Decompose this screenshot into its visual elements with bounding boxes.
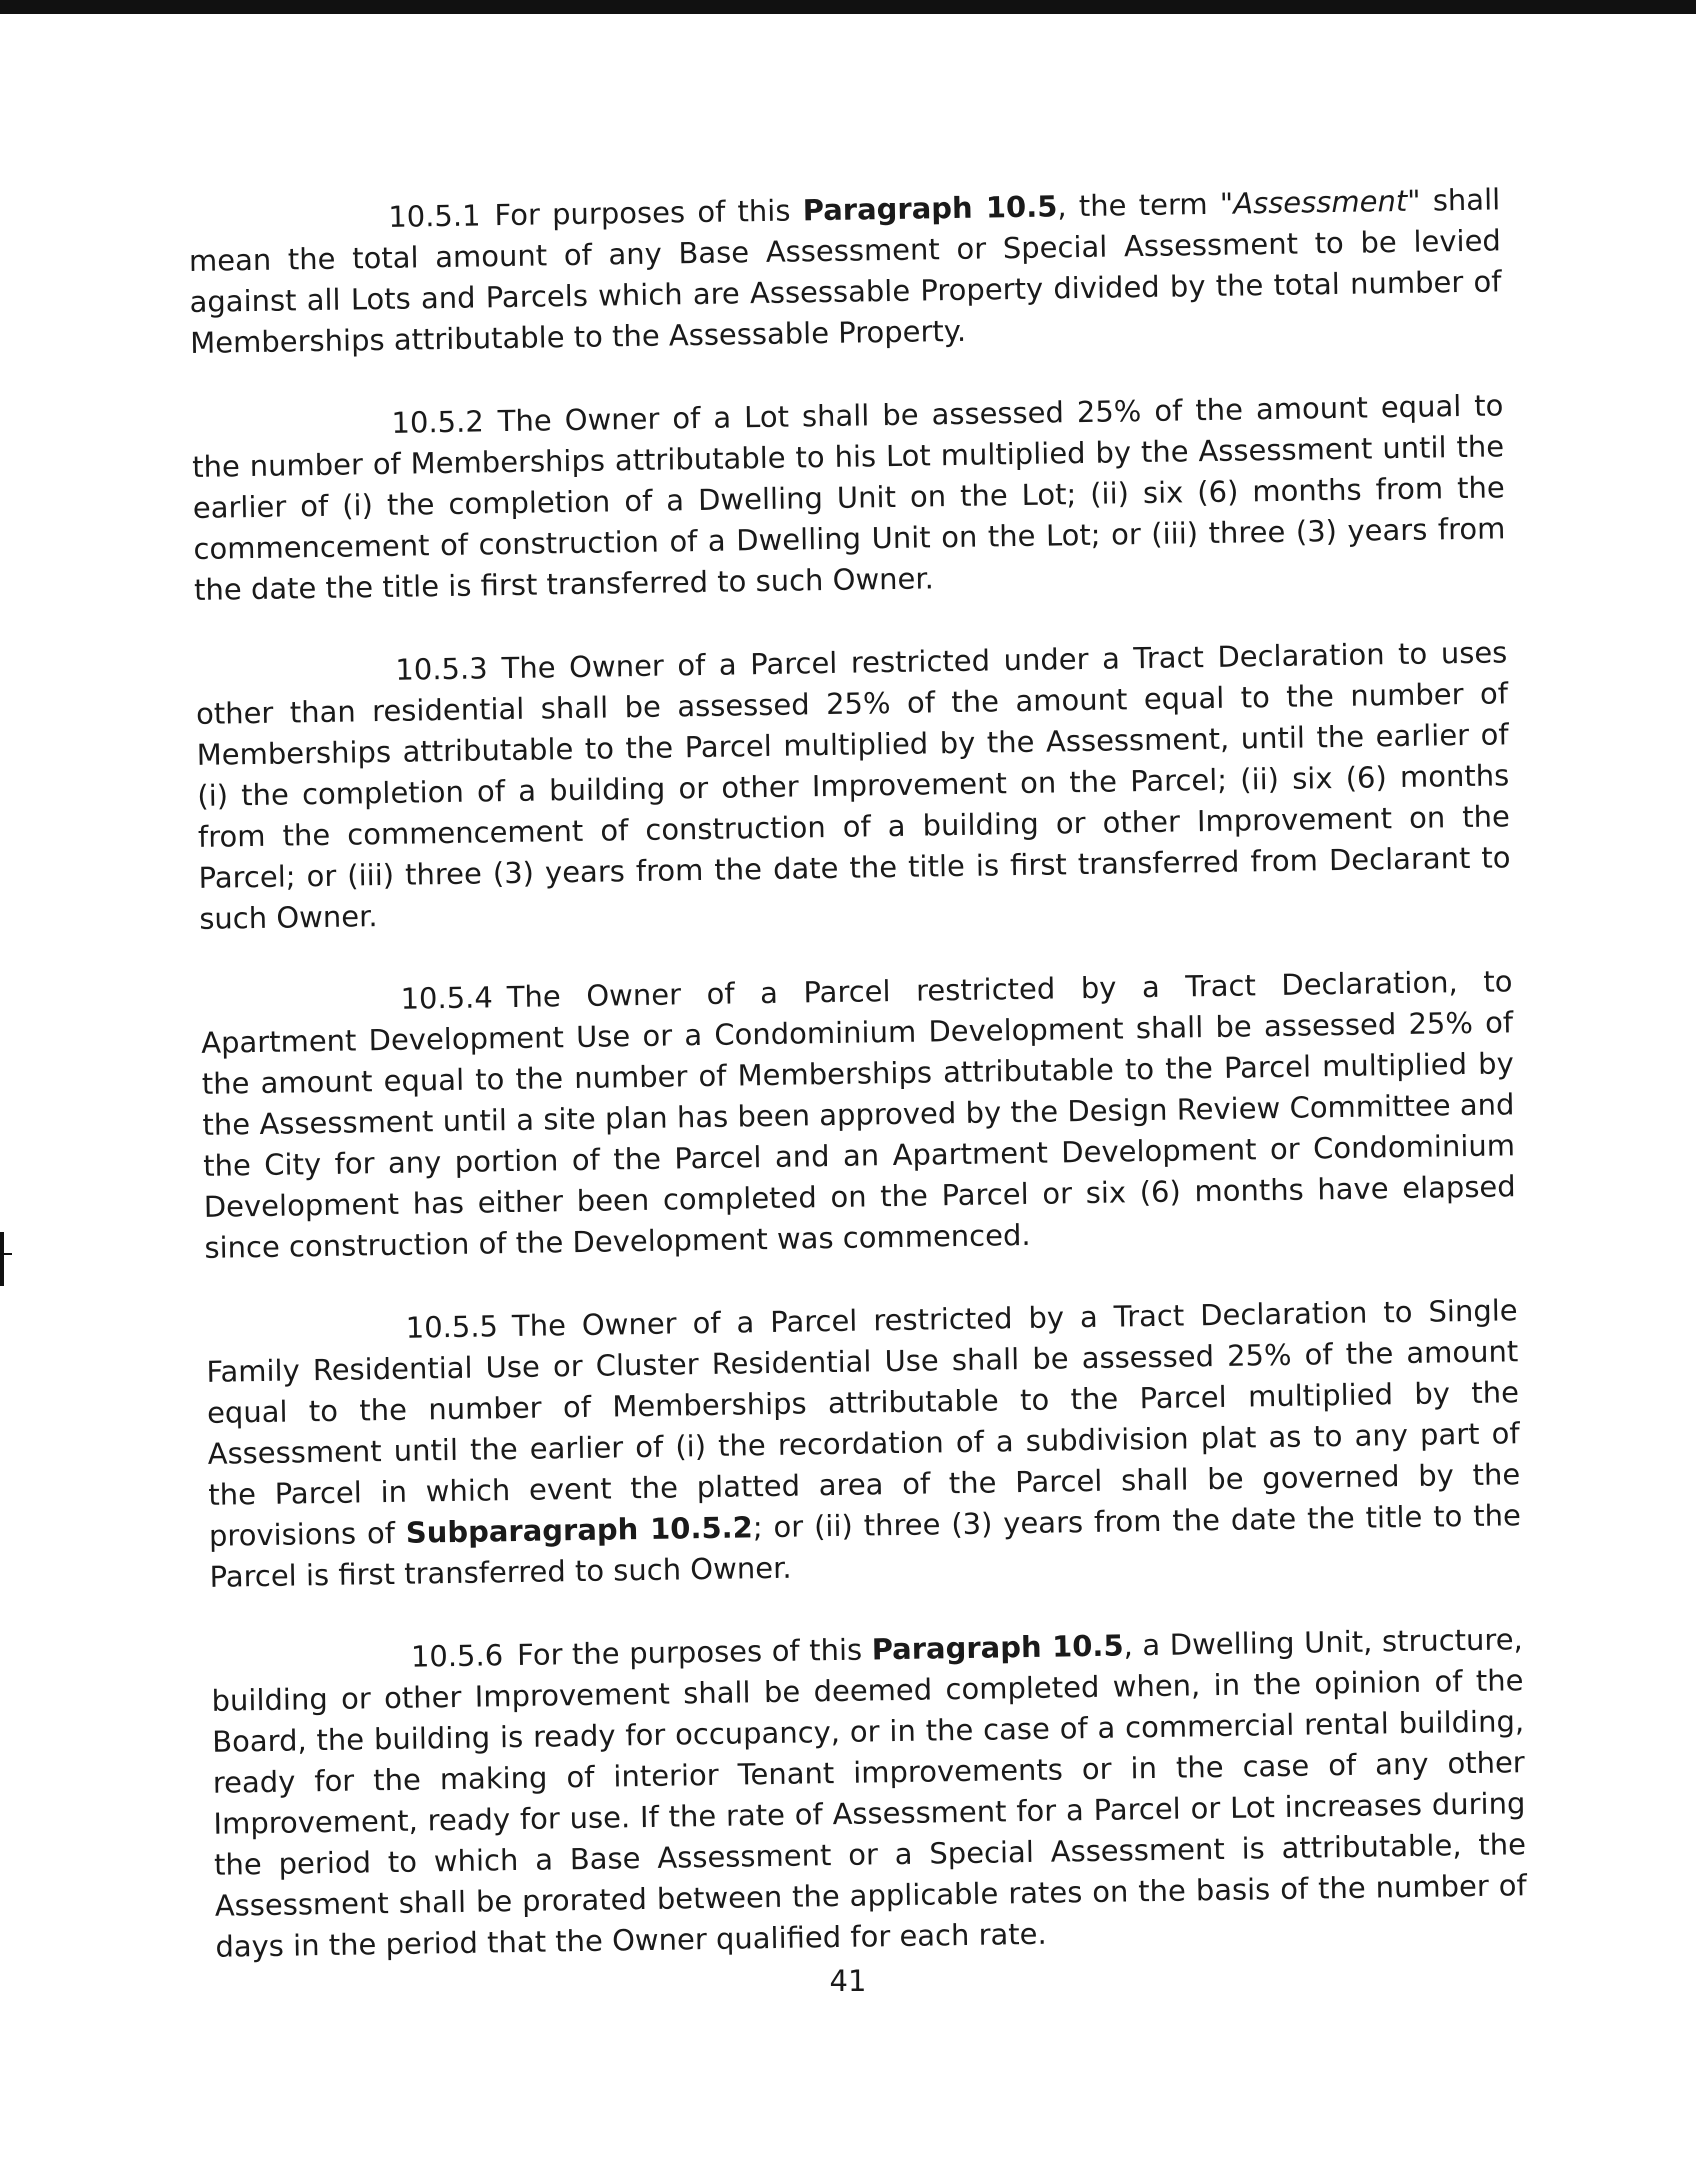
paragraph-text: For purposes of this (494, 193, 803, 233)
paragraph-10-5-1 (188, 179, 1502, 364)
paragraph-number: 10.5.6 (410, 1638, 504, 1674)
paragraph-10-5-6 (211, 1619, 1528, 1968)
scan-top-border (0, 0, 1696, 14)
scan-margin-tick (0, 1253, 12, 1255)
paragraph-number: 10.5.5 (405, 1309, 499, 1345)
paragraph-text: The Owner of a Parcel restricted by a Tract Declaration, to Apartment Development Use or a Condominium Development shall be assessed 25% of the amount equal to the number of Memberships attributable to the Parcel multiplied by the Assessment until a site plan has been approved by the Design Review Committee and the City for any portion of the Parcel and an Apartment Development or Condominium Development has either been completed on the Parcel or six (6) months have elapsed since construction of the Development was commenced. (200, 964, 1516, 1265)
paragraph-10-5-2 (191, 385, 1506, 611)
paragraph-text: For the purposes of this (516, 1632, 872, 1673)
paragraph-number: 10.5.3 (395, 651, 488, 687)
paragraph-text: The Owner of a Lot shall be assessed 25% of the amount equal to the number of Memberships attributable to his Lot multiplied by the Assessment until the earlier of (i) the completion of a Dwelling Unit on the Lot; (ii) six (6) months from the commencement of construction of a Dwelling Unit on the Lot; or (iii) three (3) years from the date the title is first transferred to such Owner. (191, 388, 1506, 607)
paragraph-10-5-3 (195, 632, 1511, 940)
paragraph-text: The Owner of a Parcel restricted under a Tract Declaration to uses other than residential shall be assessed 25% of the amount equal to the number of Memberships attributable to the Parcel multiplied by the Assessment, until the earlier of (i) the completion of a building or other Improvement on the Parcel; (ii) six (6) months from the commencement of construction of a building or other Improvement on the Parcel; or (iii) three (3) years from the date the title is first transferred from Declarant to such Owner. (195, 635, 1511, 936)
paragraph-number: 10.5.1 (388, 198, 481, 234)
scan-margin-mark (0, 1232, 4, 1286)
paragraph-10-5-4 (200, 961, 1516, 1269)
paragraph-10-5-5 (205, 1290, 1521, 1598)
paragraph-text: ; or (ii) three (3) years from the date the title to the Parcel is first transferred to such Owner. (209, 1498, 1522, 1594)
paragraph-reference: Paragraph 10.5 (871, 1628, 1124, 1667)
paragraph-text: The Owner of a Parcel restricted by a Tract Declaration to Single Family Residential Use or Cluster Residential Use shall be assessed 25% of the amount equal to the number of Memberships attributable to the Parcel multiplied by the Assessment until the earlier of (i) the recordation of a subdivision plat as to any part of the Parcel in which event the platted area of the Parcel shall be governed by the provisions of (206, 1293, 1521, 1553)
paragraph-text: shall mean the total amount of any Base Assessment or Special Assessment to be levied against all Lots and Parcels which are Assessable Property divided by the total number of Memberships attributable to the Assessable Property. (188, 182, 1502, 360)
paragraph-text: , the term (1057, 186, 1221, 224)
page-number: 41 (829, 1964, 867, 1998)
paragraph-number: 10.5.2 (391, 404, 485, 440)
document-page-body (188, 179, 1528, 2009)
paragraph-text: , a Dwelling Unit, structure, building or other Improvement shall be deemed completed when, in the opinion of the Board, the building is ready for occupancy, or in the case of a commercial rental building, ready for the making of interior Tenant improvements or in the case of any other Improvement, ready for use. If the rate of Assessment for a Parcel or Lot increases during the period to which a Base Assessment or a Special Assessment is attributable, the Assessment shall be prorated between the applicable rates on the basis of the number of days in the period that the Owner qualified for each rate. (211, 1622, 1527, 1964)
paragraph-reference: Paragraph 10.5 (802, 189, 1058, 228)
defined-term: "Assessment" (1219, 183, 1421, 221)
paragraph-reference: Subparagraph 10.5.2 (405, 1510, 754, 1550)
paragraph-number: 10.5.4 (400, 980, 494, 1016)
